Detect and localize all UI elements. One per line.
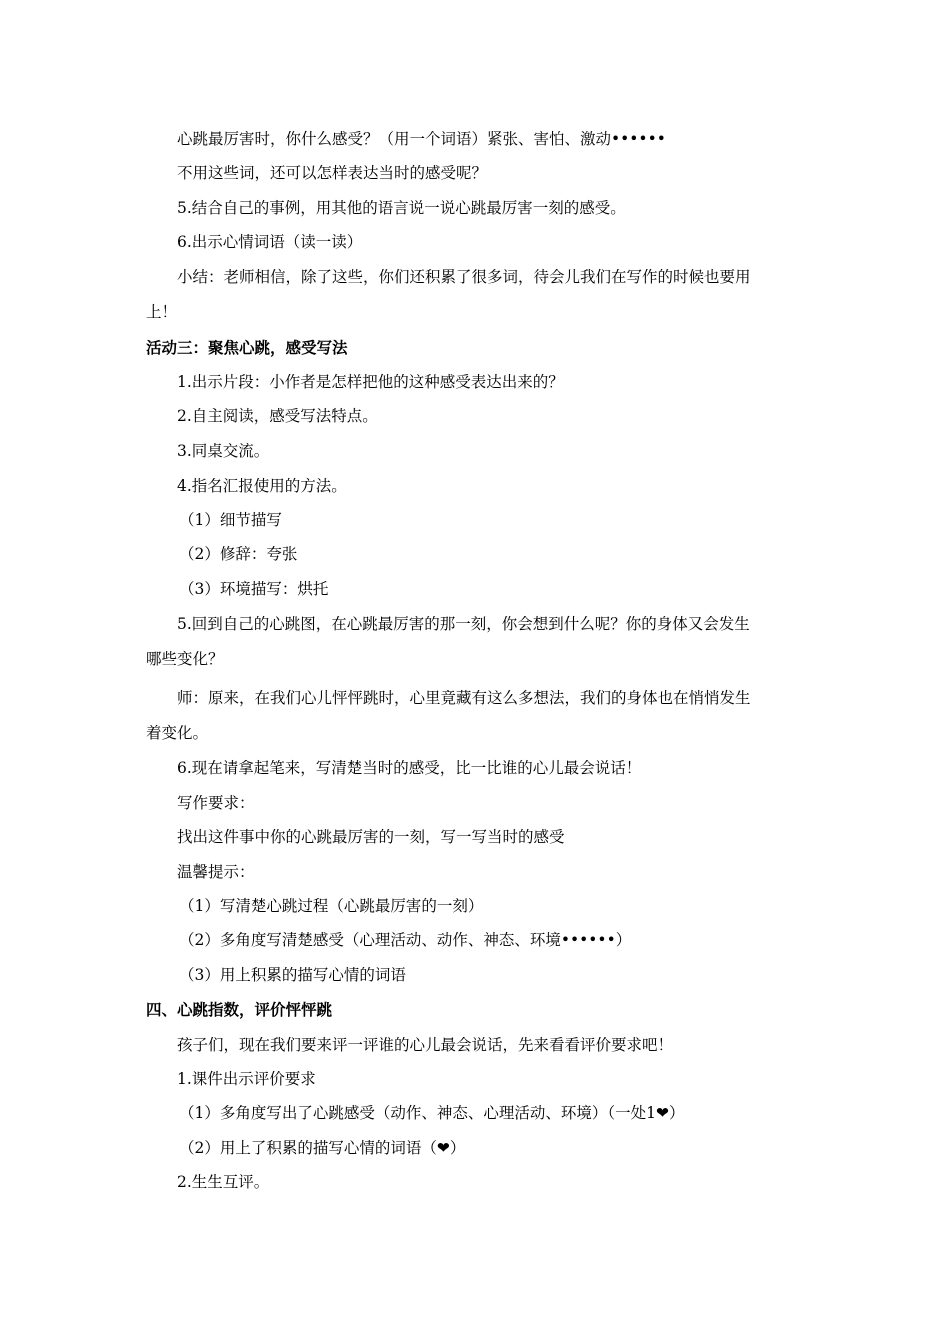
paragraph: 上！ xyxy=(146,303,178,321)
paragraph: 孩子们，现在我们要来评一评谁的心儿最会说话，先来看看评价要求吧！ xyxy=(177,1036,674,1054)
sub-list-item: （3）环境描写：烘托 xyxy=(179,580,329,598)
paragraph: 温馨提示： xyxy=(177,863,255,881)
paragraph: 小结：老师相信，除了这些，你们还积累了很多词，待会儿我们在写作的时候也要用 xyxy=(177,268,751,286)
list-item: 2.生生互评。 xyxy=(177,1173,270,1191)
list-item: 3.同桌交流。 xyxy=(177,442,270,460)
list-item: 1.课件出示评价要求 xyxy=(177,1070,316,1088)
list-item: 2.自主阅读，感受写法特点。 xyxy=(177,407,378,425)
paragraph: 心跳最厉害时，你什么感受？（用一个词语）紧张、害怕、激动•••••• xyxy=(177,130,666,148)
list-item: 5.结合自己的事例，用其他的语言说一说心跳最厉害一刻的感受。 xyxy=(177,199,626,217)
list-item: 1.出示片段：小作者是怎样把他的这种感受表达出来的？ xyxy=(177,373,564,391)
sub-list-item: （2）用上了积累的描写心情的词语（❤） xyxy=(179,1139,466,1157)
section-heading: 活动三：聚焦心跳，感受写法 xyxy=(146,338,348,357)
paragraph: 哪些变化？ xyxy=(146,650,224,668)
paragraph: 着变化。 xyxy=(146,724,209,742)
paragraph: 找出这件事中你的心跳最厉害的一刻，写一写当时的感受 xyxy=(177,828,565,846)
sub-list-item: （1）细节描写 xyxy=(179,511,282,529)
sub-list-item: （1）写清楚心跳过程（心跳最厉害的一刻） xyxy=(179,897,484,915)
list-item: 6.出示心情词语（读一读） xyxy=(177,233,363,251)
list-item: 6.现在请拿起笔来，写清楚当时的感受，比一比谁的心儿最会说话！ xyxy=(177,759,642,777)
paragraph: 写作要求： xyxy=(177,794,255,812)
sub-list-item: （2）修辞：夸张 xyxy=(179,545,298,563)
section-heading: 四、心跳指数，评价怦怦跳 xyxy=(146,1000,333,1019)
paragraph: 不用这些词，还可以怎样表达当时的感受呢？ xyxy=(177,164,488,182)
sub-list-item: （1）多角度写出了心跳感受（动作、神态、心理活动、环境）（一处1❤） xyxy=(179,1104,685,1122)
sub-list-item: （2）多角度写清楚感受（心理活动、动作、神态、环境••••••） xyxy=(179,931,632,949)
sub-list-item: （3）用上积累的描写心情的词语 xyxy=(179,966,406,984)
paragraph: 师：原来，在我们心儿怦怦跳时，心里竟藏有这么多想法，我们的身体也在悄悄发生 xyxy=(177,689,751,707)
list-item: 4.指名汇报使用的方法。 xyxy=(177,477,347,495)
list-item: 5.回到自己的心跳图，在心跳最厉害的那一刻，你会想到什么呢？你的身体又会发生 xyxy=(177,615,750,633)
